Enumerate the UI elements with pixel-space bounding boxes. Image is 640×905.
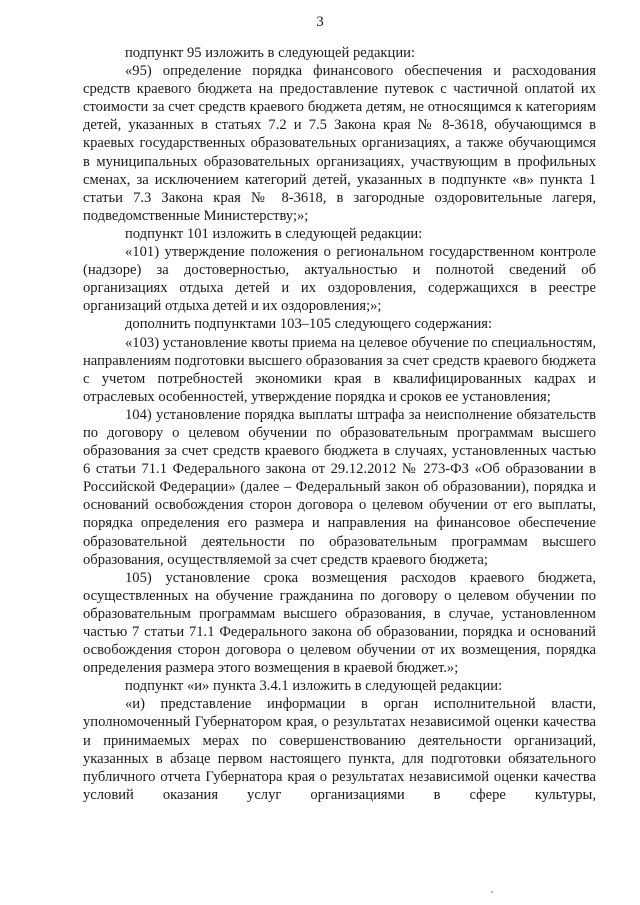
paragraph-101-intro: подпункт 101 изложить в следующей редакции: xyxy=(125,225,423,242)
paragraph-95-text: «95) определение порядка финансового обеспечения и расходования средств краевого бюджета на предоставление путевок с частичной оплатой их стоимости за счет средств краевого бюджета детям, не относящимся к категориям детей, указанных в статьях 7.2 и 7.5 Закона края № 8-3618, обучающимся в краевых государственных образовательных организациях, а также обучающимся в муниципальных образовательных организациях, участвующим в профильных сменах, за исключением категорий детей, указанных в подпункте «в» пункта 1 статьи 7.3 Закона края № 8-3618, в загородные оздоровительные лагеря, подведомственные Министерству;»; xyxy=(83,63,596,224)
paragraph-95-intro: подпункт 95 изложить в следующей редакции: xyxy=(125,45,416,61)
document-body xyxy=(83,44,596,804)
paragraph-3-4-1-text: «и) представление информации в орган исполнительной власти, уполномоченный Губернатором края, о результатах независимой оценки качества и принимаемых мерах по совершенствованию деятельности организаций, указанных в абзаце первом настоящего пункта, для подготовки обязательного публичного отчета Губернатора края о результатах независимой оценки качества условий оказания услуг организациями в сфере культуры, xyxy=(83,696,596,803)
paragraph-103-105-intro: дополнить подпунктами 103–105 следующего содержания: xyxy=(125,316,493,333)
paragraph-105-text: 105) установление срока возмещения расходов краевого бюджета, осуществленных на обучение гражданина по договору о целевом обучении по образовательным программам высшего образования, в случае, установленном частью 7 статьи 71.1 Федерального закона об образовании, порядка и оснований освобождения сторон договора о целевом обучении от их возмещения, порядка определения размера этого возмещения в краевой бюджет.»; xyxy=(83,569,596,677)
paragraph-101-text: «101) утверждение положения о региональном государственном контроле (надзоре) за достоверностью, актуальностью и полнотой сведений об организациях отдыха детей и их оздоровления, содержащихся в реестре организаций отдыха детей и их оздоровления;»; xyxy=(83,244,596,315)
paragraph-103-text: «103) установление квоты приема на целевое обучение по специальностям, направлениям подготовки высшего образования за счет средств краевого бюджета с учетом потребностей экономики края в квалифицированных кадрах и отраслевых особенностей, утверждение порядка и сроков ее установления; xyxy=(83,334,596,405)
paragraph-104-text: 104) установление порядка выплаты штрафа за неисполнение обязательств по договору о целевом обучении по образовательным программам высшего образования за счет средств краевого бюджета в случаях, установленных частью 6 статьи 71.1 Федерального закона от 29.12.2012 № 273-ФЗ «Об образовании в Российской Федерации» (далее – Федеральный закон об образовании), порядка и оснований освобождения сторон договора о целевом обучении от его выплаты, порядка определения его размера и направления на финансовое обеспечение образовательной деятельности по образовательным программам высшего образования, осуществляемой за счет средств краевого бюджета; xyxy=(83,406,596,568)
scan-artifact-dot xyxy=(491,891,493,893)
paragraph-3-4-1-intro: подпункт «и» пункта 3.4.1 изложить в следующей редакции: xyxy=(125,678,503,695)
page-number: 3 xyxy=(316,14,324,30)
